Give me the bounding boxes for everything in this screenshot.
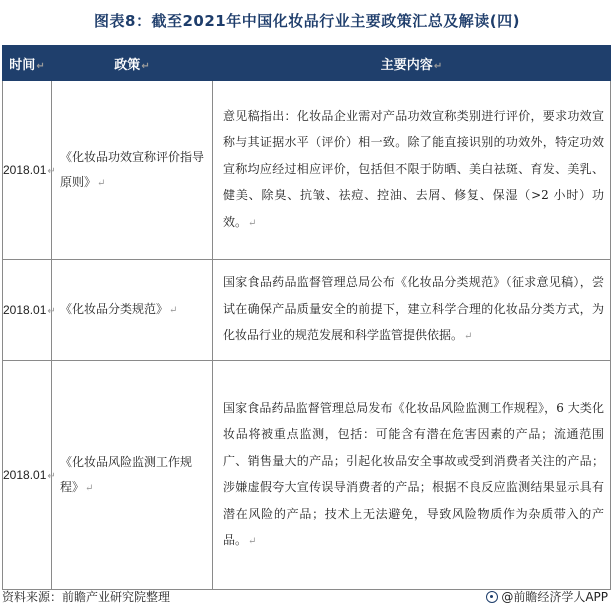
source-note: 资料来源：前瞻产业研究院整理 (2, 590, 171, 604)
header-time: 时间↵ (3, 46, 52, 81)
row-policy-cell: 《化妆品分类规范》↵ (52, 260, 213, 361)
header-content: 主要内容↵ (213, 46, 611, 81)
row-policy-cell: 《化妆品风险监测工作规程》↵ (52, 361, 213, 590)
row-content-cell: 国家食品药品监督管理总局公布《化妆品分类规范》（征求意见稿），尝试在确保产品质量安全的前提下，建立科学合理的化妆品分类方式，为化妆品行业的规范发展和科学监管提供依据。↵ (213, 260, 611, 361)
table-row (3, 81, 611, 260)
row-time-cell: 2018.01↵ (3, 260, 52, 361)
table-row (3, 260, 611, 361)
table-row (3, 361, 611, 590)
header-policy: 政策↵ (52, 46, 213, 81)
row-content-cell: 国家食品药品监督管理总局发布《化妆品风险监测工作规程》，6 大类化妆品将被重点监测，包括：可能含有潜在危害因素的产品；流通范围广、销售量大的产品；引起化妆品安全事故或受到消费者关注的产品；涉嫌虚假夸大宣传误导消费者的产品；根据不良反应监测结果显示具有潜在风险的产品；技术上无法避免，导致风险物质作为杂质带入的产品。↵ (213, 361, 611, 590)
row-policy-cell: 《化妆品功效宣称评价指导原则》↵ (52, 81, 213, 260)
chart-title: 图表8：截至2021年中国化妆品行业主要政策汇总及解读(四) (94, 12, 520, 30)
row-content-cell: 意见稿指出：化妆品企业需对产品功效宣称类别进行评价，要求功效宣称与其证据水平（评价）相一致。除了能直接识别的功效外，特定功效宣称均应经过相应评价，包括但不限于防晒、美白祛斑、育发、美乳、健美、除臭、抗皱、祛痘、控油、去屑、修复、保湿（>2 小时）功效。↵ (213, 81, 611, 260)
row-time-cell: 2018.01↵ (3, 81, 52, 260)
table-header-row (3, 46, 611, 81)
brand-credit (486, 588, 608, 605)
row-time-cell: 2018.01↵ (3, 361, 52, 590)
brand-text: @前瞻经济学人APP (501, 590, 608, 604)
brand-logo-icon (486, 591, 498, 603)
policy-table (2, 45, 611, 590)
